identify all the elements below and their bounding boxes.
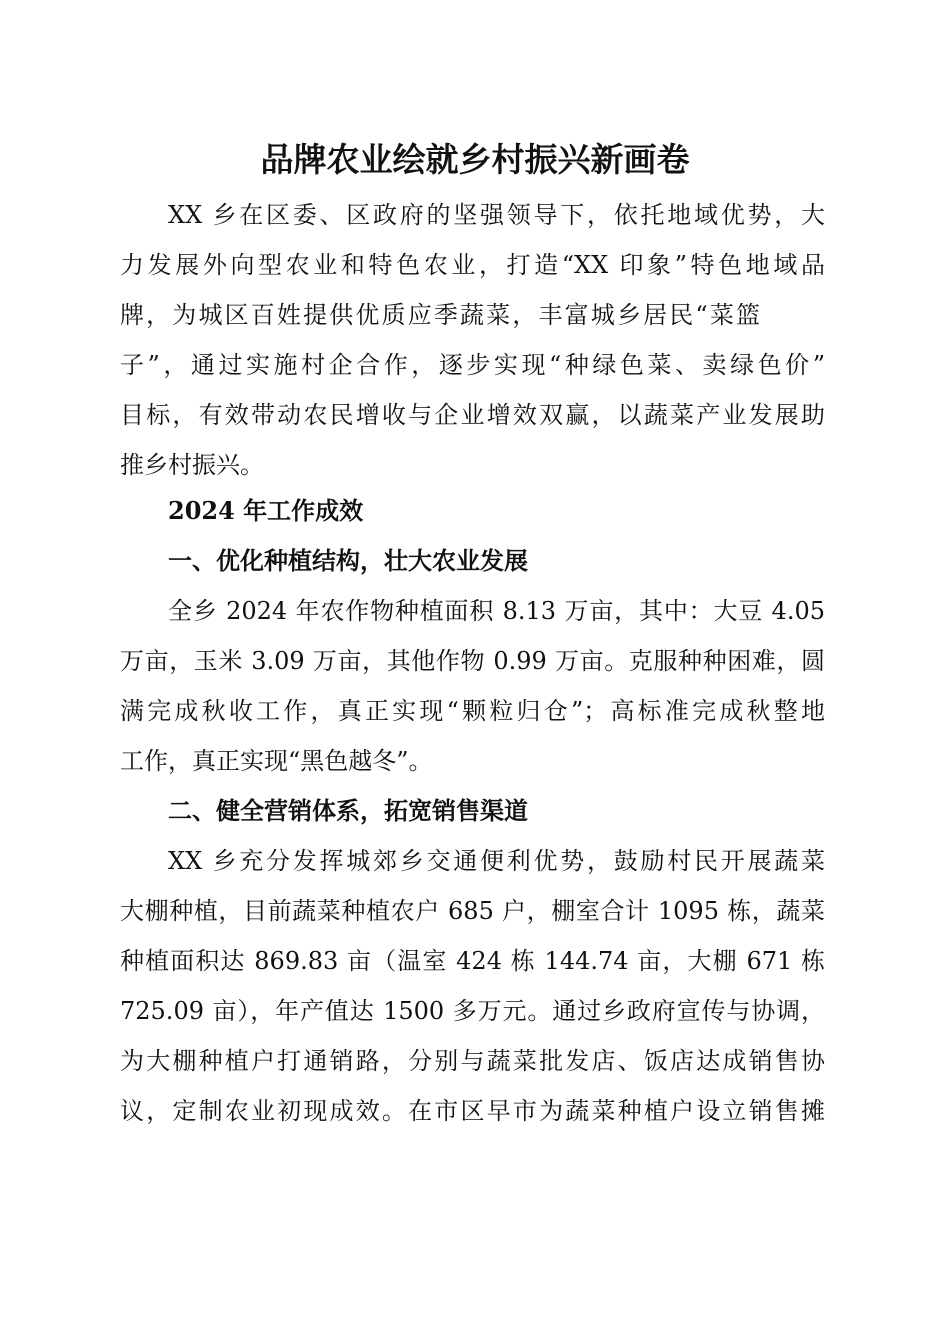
intro-line: 牌，为城区百姓提供优质应季蔬菜，丰富城乡居民“菜篮 (120, 301, 760, 329)
part1-line: 工作，真正实现“黑色越冬”。 (120, 747, 433, 775)
part2-heading: 二、健全营销体系，拓宽销售渠道 (168, 796, 528, 825)
part2-line: 议，定制农业初现成效。在市区早市为蔬菜种植户设立销售摊 (120, 1097, 825, 1125)
intro-line: 力发展外向型农业和特色农业，打造“XX 印象”特色地域品 (120, 251, 825, 279)
section-heading: 2024 年工作成效 (168, 496, 364, 525)
intro-line: 目标，有效带动农民增收与企业增效双赢，以蔬菜产业发展助 (120, 401, 825, 429)
part2-line: 为大棚种植户打通销路，分别与蔬菜批发店、饭店达成销售协 (120, 1047, 825, 1075)
part1-heading: 一、优化种植结构，壮大农业发展 (168, 546, 528, 575)
part1-paragraph (120, 586, 825, 786)
part1-line: 满完成秋收工作，真正实现“颗粒归仓”；高标准完成秋整地 (120, 697, 825, 725)
part2-line: 725.09 亩），年产值达 1500 多万元。通过乡政府宣传与协调， (120, 997, 825, 1025)
intro-line: 推乡村振兴。 (120, 451, 264, 479)
document-title: 品牌农业绘就乡村振兴新画卷 (260, 140, 690, 179)
intro-line: 子”，通过实施村企合作，逐步实现“种绿色菜、卖绿色价” (120, 351, 825, 379)
part2-line: 大棚种植，目前蔬菜种植农户 685 户，棚室合计 1095 栋，蔬菜 (120, 897, 825, 925)
intro-line: XX 乡在区委、区政府的坚强领导下，依托地域优势，大 (168, 201, 825, 229)
intro-paragraph (120, 190, 825, 490)
part1-line: 全乡 2024 年农作物种植面积 8.13 万亩，其中：大豆 4.05 (168, 597, 825, 625)
part2-line: XX 乡充分发挥城郊乡交通便利优势，鼓励村民开展蔬菜 (168, 847, 825, 875)
part2-line: 种植面积达 869.83 亩（温室 424 栋 144.74 亩，大棚 671 栋 (120, 947, 825, 975)
part2-paragraph (120, 836, 825, 1136)
part1-line: 万亩，玉米 3.09 万亩，其他作物 0.99 万亩。克服种种困难，圆 (120, 647, 825, 675)
